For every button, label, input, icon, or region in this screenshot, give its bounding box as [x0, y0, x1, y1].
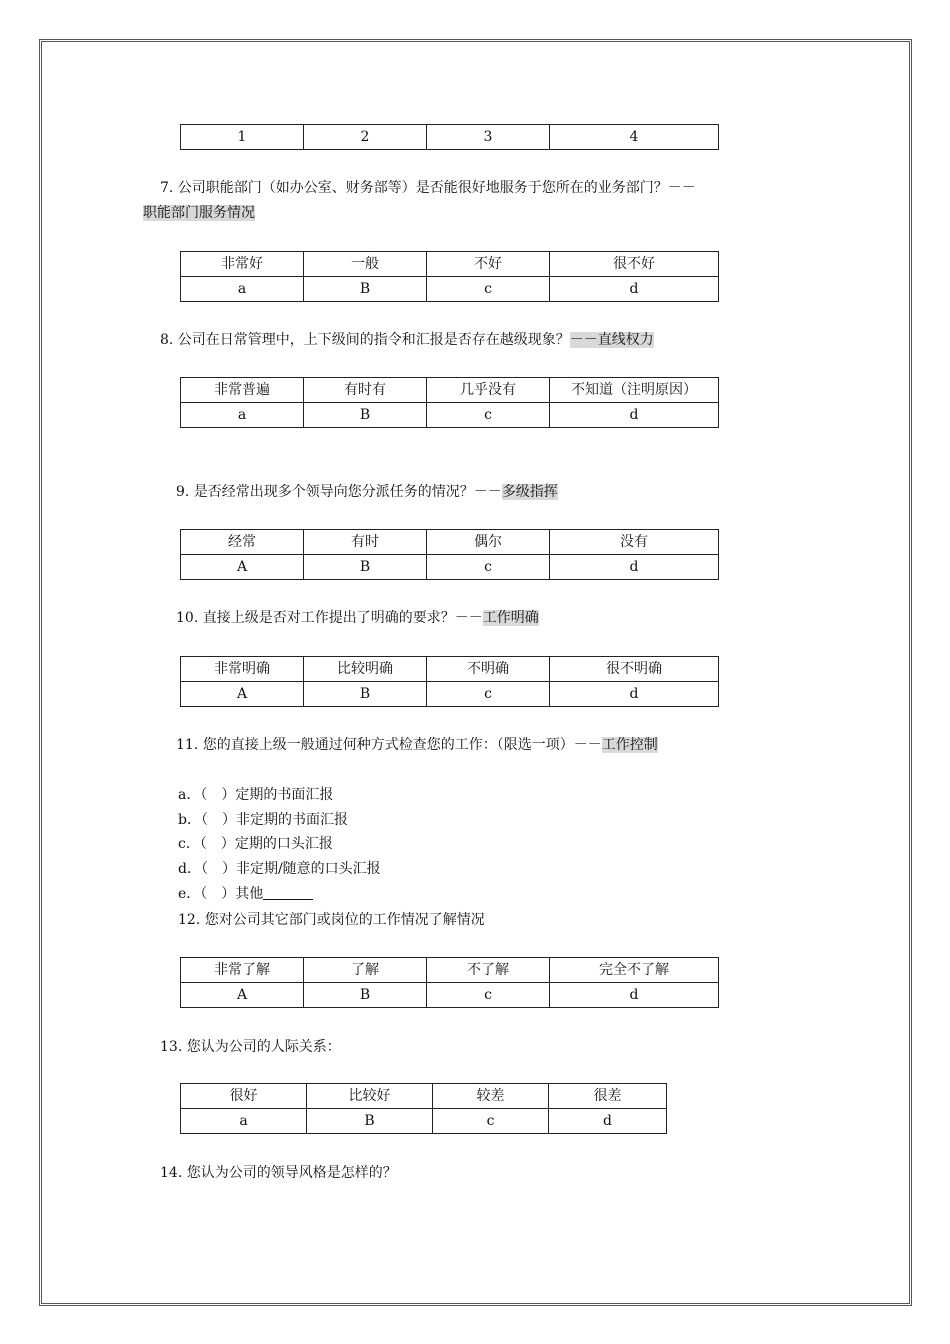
options-table-q9	[180, 529, 719, 580]
option-code[interactable]: B	[307, 1109, 433, 1134]
option-code[interactable]: c	[427, 682, 550, 707]
option-label: 较差	[433, 1084, 549, 1109]
question-tag: －－直线权力	[569, 332, 654, 348]
options-table-q7	[180, 251, 719, 302]
option-code[interactable]: d	[550, 555, 719, 580]
option-label: 比较明确	[304, 657, 427, 682]
question-text: 13. 您认为公司的人际关系：	[160, 1039, 341, 1055]
question-tag: 多级指挥	[501, 484, 558, 500]
table-cell: 1	[181, 125, 304, 150]
option-code[interactable]: c	[427, 403, 550, 428]
option-label: 完全不了解	[550, 958, 719, 983]
question-9	[176, 482, 558, 502]
option-label: 非常了解	[181, 958, 304, 983]
question-8	[160, 330, 654, 350]
option-code[interactable]: B	[304, 983, 427, 1008]
option-code[interactable]: B	[304, 403, 427, 428]
choice-c[interactable]: c．（ ）定期的口头汇报	[178, 836, 333, 852]
other-blank[interactable]	[263, 885, 313, 900]
option-code[interactable]: d	[550, 403, 719, 428]
option-label: 不知道（注明原因）	[550, 378, 719, 403]
option-label: 很不好	[550, 252, 719, 277]
option-label: 比较好	[307, 1084, 433, 1109]
options-table-q12	[180, 957, 719, 1008]
options-table-q13	[180, 1083, 667, 1134]
option-code[interactable]: B	[304, 555, 427, 580]
option-label: 不明确	[427, 657, 550, 682]
option-code[interactable]: c	[427, 277, 550, 302]
question-tag: 工作明确	[482, 610, 539, 626]
table-cell: 3	[427, 125, 550, 150]
question-tag: 职能部门服务情况	[143, 205, 255, 221]
option-label: 偶尔	[427, 530, 550, 555]
question-text: 10. 直接上级是否对工作提出了明确的要求？－－	[176, 610, 483, 626]
option-label: 有时	[304, 530, 427, 555]
options-table-q8	[180, 377, 719, 428]
option-label: 不了解	[427, 958, 550, 983]
option-code[interactable]: A	[181, 555, 304, 580]
option-label: 很好	[181, 1084, 307, 1109]
choice-e-label: e．（ ）其他	[178, 886, 264, 902]
rating-table-top	[180, 124, 719, 150]
question-11	[176, 735, 658, 755]
option-code[interactable]: A	[181, 682, 304, 707]
choice-b[interactable]: b．（ ）非定期的书面汇报	[178, 812, 348, 828]
option-code[interactable]: a	[181, 403, 304, 428]
option-label: 没有	[550, 530, 719, 555]
question-13	[160, 1037, 341, 1057]
choice-d[interactable]: d．（ ）非定期/随意的口头汇报	[178, 861, 381, 877]
question-14	[160, 1163, 397, 1183]
option-label: 不好	[427, 252, 550, 277]
option-label: 非常好	[181, 252, 304, 277]
option-code[interactable]: c	[427, 555, 550, 580]
option-code[interactable]: a	[181, 277, 304, 302]
question-text: 8. 公司在日常管理中，上下级间的指令和汇报是否存在越级现象？	[160, 332, 570, 348]
option-label: 一般	[304, 252, 427, 277]
option-code[interactable]: d	[549, 1109, 667, 1134]
option-label: 很不明确	[550, 657, 719, 682]
table-cell: 4	[550, 125, 719, 150]
question-text: 7. 公司职能部门（如办公室、财务部等）是否能很好地服务于您所在的业务部门？－－	[160, 180, 696, 196]
option-code[interactable]: A	[181, 983, 304, 1008]
table-cell: 2	[304, 125, 427, 150]
question-tag: 工作控制	[601, 737, 658, 753]
option-code[interactable]: B	[304, 277, 427, 302]
option-label: 经常	[181, 530, 304, 555]
question-7	[160, 178, 696, 198]
option-code[interactable]: c	[427, 983, 550, 1008]
option-label: 几乎没有	[427, 378, 550, 403]
option-code[interactable]: c	[433, 1109, 549, 1134]
question-text: 11. 您的直接上级一般通过何种方式检查您的工作：（限选一项）－－	[176, 737, 602, 753]
question-text: 12. 您对公司其它部门或岗位的工作情况了解情况	[178, 912, 485, 928]
choice-a[interactable]: a．（ ）定期的书面汇报	[178, 787, 334, 803]
option-label: 了解	[304, 958, 427, 983]
question-text: 9. 是否经常出现多个领导向您分派任务的情况？－－	[176, 484, 502, 500]
question-10	[176, 608, 539, 628]
option-code[interactable]: B	[304, 682, 427, 707]
option-label: 有时有	[304, 378, 427, 403]
option-code[interactable]: d	[550, 682, 719, 707]
option-code[interactable]: d	[550, 983, 719, 1008]
option-code[interactable]: d	[550, 277, 719, 302]
option-label: 非常普遍	[181, 378, 304, 403]
question-7-tag-line	[143, 203, 255, 223]
options-table-q10	[180, 656, 719, 707]
option-code[interactable]: a	[181, 1109, 307, 1134]
choice-e[interactable]	[178, 884, 313, 904]
option-label: 非常明确	[181, 657, 304, 682]
question-12	[178, 910, 485, 930]
question-text: 14. 您认为公司的领导风格是怎样的？	[160, 1165, 397, 1181]
option-label: 很差	[549, 1084, 667, 1109]
